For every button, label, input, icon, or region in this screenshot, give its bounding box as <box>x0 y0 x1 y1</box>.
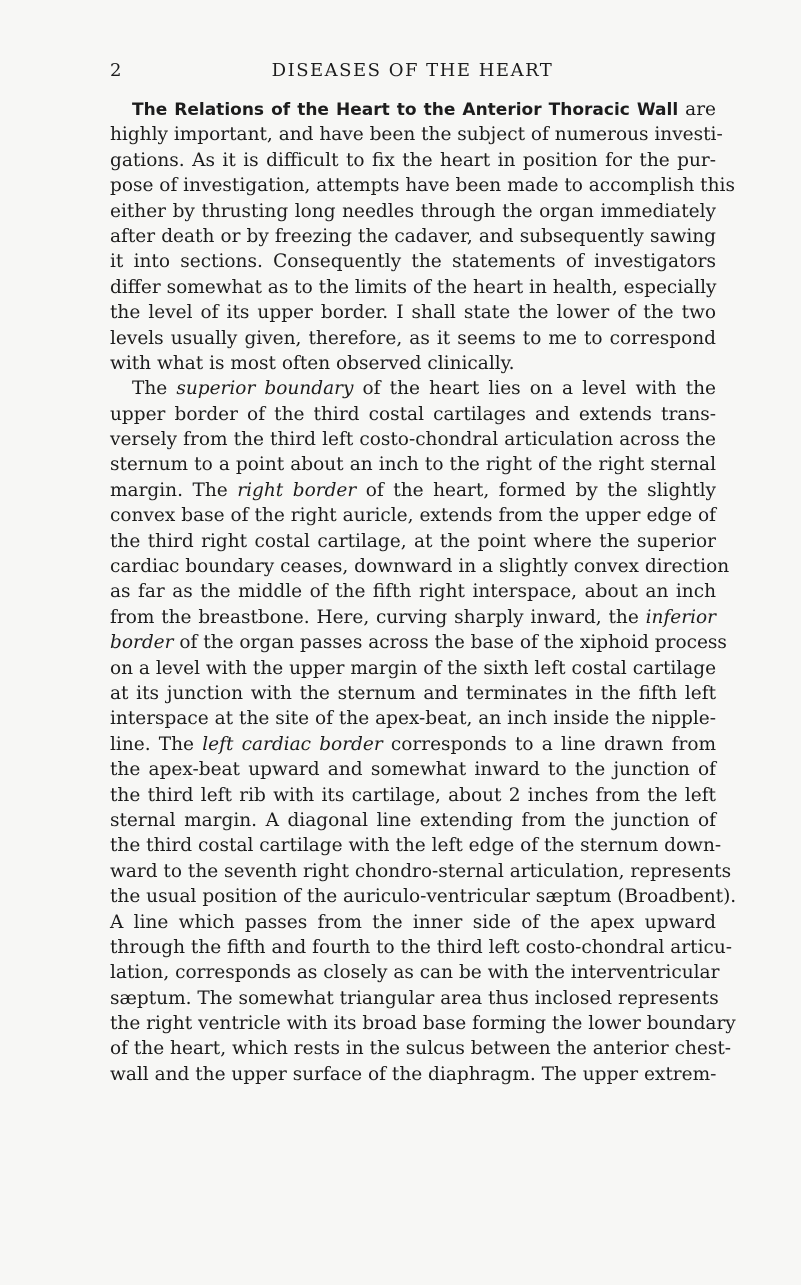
term-right-border: right border <box>237 479 357 501</box>
text-line: at its junction with the sternum and terminates in the fifth left <box>110 682 716 704</box>
text-line: of the heart, which rests in the sulcus between the anterior chest- <box>110 1038 732 1060</box>
text-line: after death or by freezing the cadaver, and subsequently sawing <box>110 225 716 247</box>
term-superior-boundary: superior boundary <box>176 378 354 400</box>
running-title: DISEASES OF THE HEART <box>271 60 554 81</box>
text-line: the third left rib with its cartilage, about 2 inches from the left <box>110 784 716 806</box>
text-line: The superior boundary of the heart lies on a level with the <box>132 378 716 400</box>
text-line: sternal margin. A diagonal line extending from the junction of <box>110 809 716 831</box>
text-line: convex base of the right auricle, extends from the upper edge of <box>110 505 716 527</box>
text-line: pose of investigation, attempts have been made to accomplish this <box>110 175 735 197</box>
text-line: either by thrusting long needles through the organ immediately <box>110 200 716 222</box>
text-line: lation, corresponds as closely as can be with the interventricular <box>110 962 720 984</box>
page-number: 2 <box>110 60 122 81</box>
running-header <box>110 60 715 84</box>
text-line: border of the organ passes across the base of the xiphoid process <box>110 632 727 654</box>
text-line: the apex-beat upward and somewhat inward to the junction of <box>110 759 716 781</box>
text-line: highly important, and have been the subject of numerous investi- <box>110 124 723 146</box>
text-line: the usual position of the auriculo-ventricular sæptum (Broadbent). <box>110 886 737 908</box>
text-line: upper border of the third costal cartilages and extends trans- <box>110 403 716 425</box>
text-line: cardiac boundary ceases, downward in a slightly convex direction <box>110 556 730 578</box>
text-line: ward to the seventh right chondro-sternal articulation, represents <box>110 860 732 882</box>
text-line: sæptum. The somewhat triangular area thus inclosed represents <box>110 987 719 1009</box>
text-line: it into sections. Consequently the statements of investigators <box>110 251 716 273</box>
text-line: differ somewhat as to the limits of the heart in health, especially <box>110 276 717 298</box>
text-line: sternum to a point about an inch to the right of the right sternal <box>110 454 716 476</box>
text-line: gations. As it is difficult to fix the heart in position for the pur- <box>110 149 716 171</box>
text-line: with what is most often observed clinically. <box>110 352 515 374</box>
text-line: interspace at the site of the apex-beat, an inch inside the nipple- <box>110 708 716 730</box>
text-line: levels usually given, therefore, as it seems to me to correspond <box>110 327 716 349</box>
section-heading: The Relations of the Heart to the Anterior Thoracic Wall <box>132 100 679 120</box>
page-body <box>110 97 737 1087</box>
term-border: border <box>110 632 174 654</box>
term-left-cardiac-border: left cardiac border <box>202 733 383 755</box>
text-line: the level of its upper border. I shall state the lower of the two <box>110 302 716 324</box>
text-line: the right ventricle with its broad base forming the lower boundary <box>110 1013 736 1035</box>
text-line: the third right costal cartilage, at the point where the superior <box>110 530 716 552</box>
text-line: The Relations of the Heart to the Anterior Thoracic Wall are <box>132 99 716 120</box>
text-line: A line which passes from the inner side of the apex upward <box>110 911 716 933</box>
text-line: as far as the middle of the fifth right interspace, about an inch <box>110 581 716 603</box>
term-inferior: inferior <box>645 606 716 628</box>
text-line: the third costal cartilage with the left edge of the sternum down- <box>110 835 722 857</box>
text-line: from the breastbone. Here, curving sharply inward, the inferior <box>110 606 716 628</box>
text-line: through the fifth and fourth to the third left costo-chondral articu- <box>110 936 733 958</box>
text-line: on a level with the upper margin of the sixth left costal cartilage <box>110 657 717 679</box>
text-line: line. The left cardiac border corresponds to a line drawn from <box>110 733 717 755</box>
text-line: versely from the third left costo-chondral articulation across the <box>110 429 716 451</box>
text-line: margin. The right border of the heart, formed by the slightly <box>110 479 717 501</box>
text-line: wall and the upper surface of the diaphragm. The upper extrem- <box>110 1063 717 1085</box>
